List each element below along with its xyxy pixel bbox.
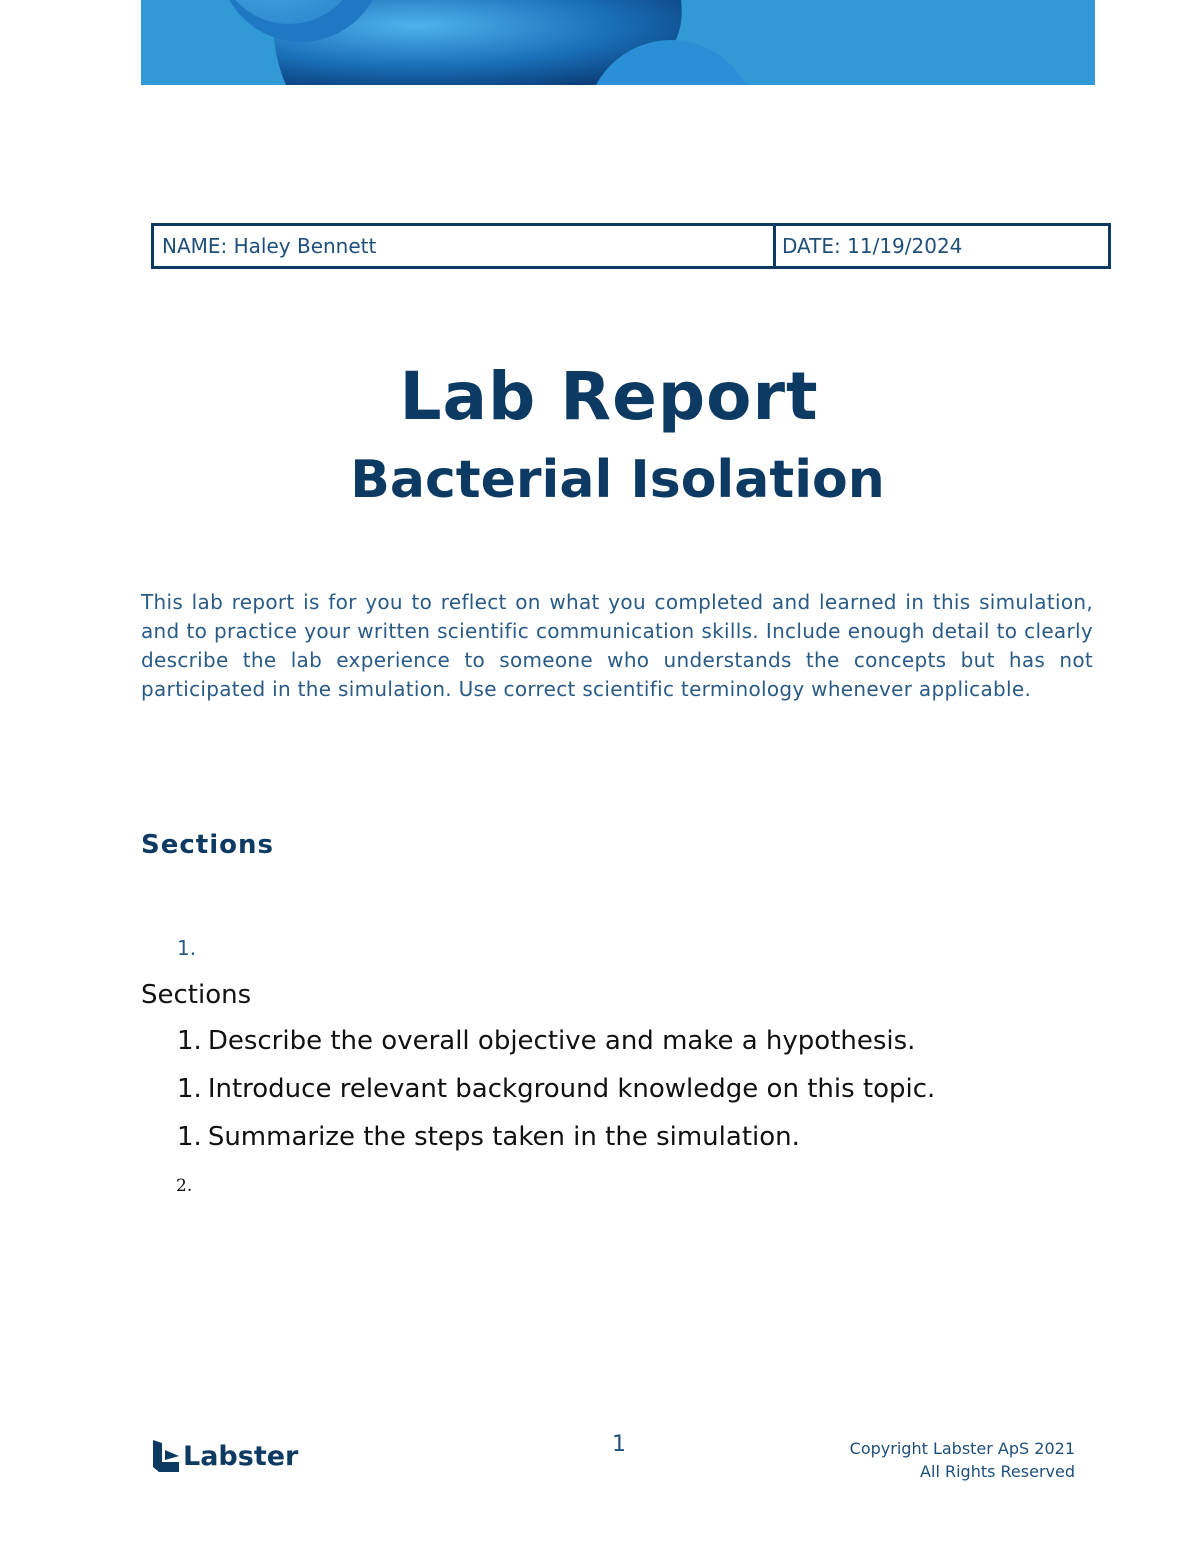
list-item-number: 1. xyxy=(177,1122,202,1152)
document-subtitle: Bacterial Isolation xyxy=(350,450,885,510)
list-item-text: Introduce relevant background knowledge on this topic. xyxy=(207,1074,936,1104)
list-item xyxy=(177,1122,800,1152)
rights-line: All Rights Reserved xyxy=(920,1462,1075,1481)
info-table xyxy=(151,223,1111,269)
list-item-text: Describe the overall objective and make a hypothesis. xyxy=(207,1026,916,1056)
student-name-field[interactable]: NAME: Haley Bennett xyxy=(154,226,776,266)
list-item-text: Summarize the steps taken in the simulation. xyxy=(207,1122,800,1152)
date-field[interactable]: DATE: 11/19/2024 xyxy=(782,234,963,258)
labster-logo-icon xyxy=(153,1440,179,1472)
sections-heading: Sections xyxy=(141,830,274,860)
document-title: Lab Report xyxy=(399,358,819,435)
copyright-line: Copyright Labster ApS 2021 xyxy=(849,1439,1075,1458)
list-item xyxy=(177,1074,935,1104)
sections-label: Sections xyxy=(141,980,252,1010)
banner-shapes-graphic xyxy=(141,0,1095,85)
list-item-number: 1. xyxy=(177,1026,202,1056)
labster-logo-text: Labster xyxy=(183,1440,299,1472)
list-item-number: 1. xyxy=(177,1074,202,1104)
labster-logo xyxy=(153,1438,298,1474)
empty-list-marker: 1. xyxy=(177,936,197,960)
header-banner xyxy=(141,0,1095,85)
intro-paragraph: This lab report is for you to reflect on what you completed and learned in this simulation, and to practice your written scientific communication skills. Include enough detail to clearly describe the lab experience to someone who understands the concepts but has not participated in the simulation. Use correct scientific terminology whenever applicable. xyxy=(141,590,1093,701)
copyright-notice xyxy=(850,1437,1075,1483)
page-number: 1 xyxy=(612,1432,626,1457)
list-item xyxy=(177,1026,915,1056)
empty-list-marker: 2. xyxy=(176,1176,193,1196)
